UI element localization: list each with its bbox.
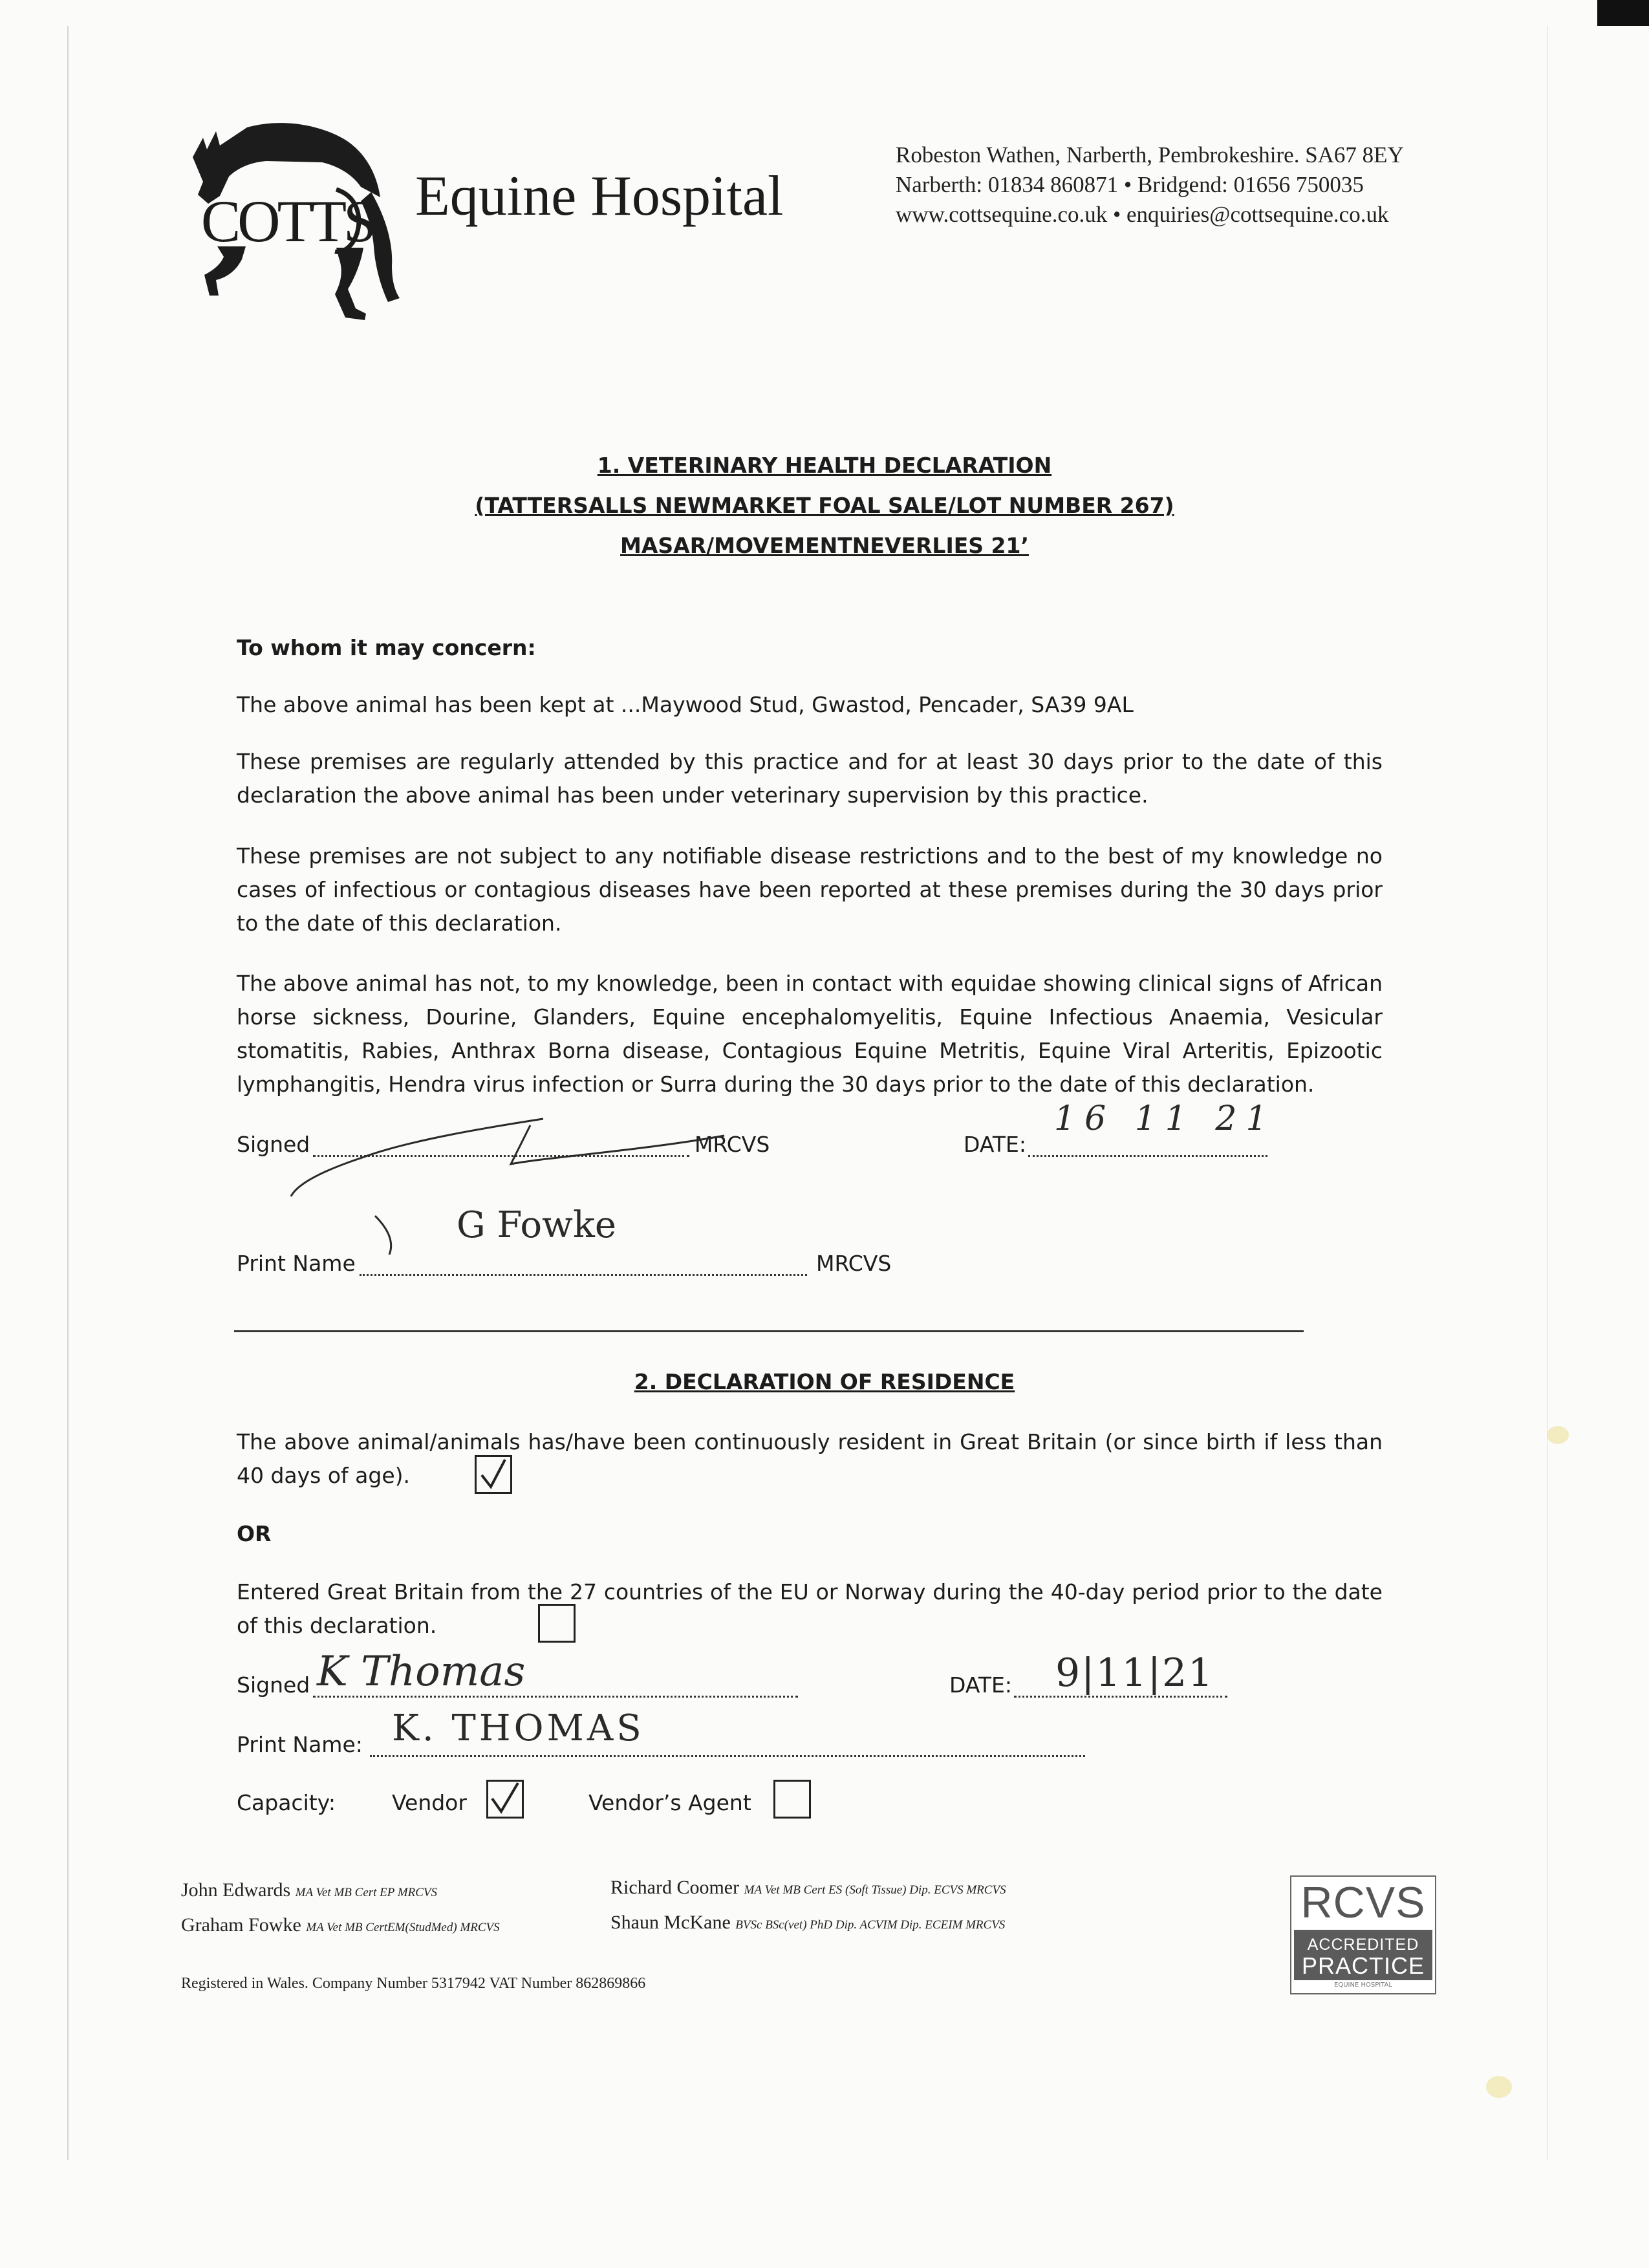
resident-checkbox[interactable]: [475, 1455, 512, 1494]
entered-checkbox[interactable]: [538, 1604, 576, 1643]
entered-statement: Entered Great Britain from the 27 countries of the EU or Norway during the 40-day period prior to the date of this declaration.: [237, 1579, 1383, 1638]
disease-paragraph: These premises are not subject to any notifiable disease restrictions and to the best of my knowledge no cases of infectious or contagious diseases have been reported at these premises during the 30 days prior to the date of this declaration.: [237, 843, 1383, 936]
rcvs-accredited-badge: [1290, 1875, 1436, 1994]
print-name-label-2: Print Name:: [237, 1732, 363, 1757]
print-name-value[interactable]: G Fowke: [457, 1204, 617, 1246]
vet-name: Richard Coomer: [610, 1877, 740, 1898]
vet-richard-coomer: [610, 1878, 1006, 1897]
vet-name: John Edwards: [181, 1879, 291, 1901]
section1-subtitle: (TATTERSALLS NEWMARKET FOAL SALE/LOT NUMBER 267): [475, 493, 1174, 518]
date-line-2: [1014, 1696, 1227, 1698]
vet-qualifications: MA Vet MB Cert EP MRCVS: [295, 1886, 438, 1899]
section-divider: [234, 1330, 1304, 1332]
vet-qualifications: MA Vet MB Cert ES (Soft Tissue) Dip. ECVS MRCVS: [744, 1883, 1006, 1897]
date-value-2[interactable]: 9|11|21: [1055, 1650, 1214, 1696]
vet-name: Graham Fowke: [181, 1914, 301, 1936]
rcvs-logo-text: RCVS: [1300, 1878, 1426, 1927]
scan-edge-line: [1547, 26, 1548, 2160]
supervision-paragraph: These premises are regularly attended by this practice and for at least 30 days prior to the date of this declaration the above animal has been under veterinary supervision by this practice.: [237, 749, 1383, 808]
vendor-agent-label: Vendor’s Agent: [588, 1790, 751, 1815]
vet-john-edwards: [181, 1881, 437, 1900]
web-email-line: www.cottsequine.co.uk • enquiries@cottsequine.co.uk: [896, 202, 1389, 227]
vet-name: Shaun McKane: [610, 1912, 731, 1933]
horse-logo-icon: [169, 120, 400, 320]
section1-title: 1. VETERINARY HEALTH DECLARATION: [597, 453, 1052, 478]
checkmark-icon: [477, 1457, 510, 1492]
phone-line: Narberth: 01834 860871 • Bridgend: 01656 750035: [896, 172, 1364, 197]
print-name-value-2[interactable]: K. THOMAS: [392, 1707, 645, 1749]
hospital-name: Equine Hospital: [415, 165, 784, 228]
scan-spot: [1547, 1426, 1569, 1444]
print-name-mrcvs-label: MRCVS: [816, 1251, 892, 1276]
signed-label: Signed: [237, 1132, 310, 1157]
resident-statement: The above animal/animals has/have been continuously resident in Great Britain (or since birth if less than 40 days of age).: [237, 1429, 1383, 1488]
contact-paragraph: The above animal has not, to my knowledge, been in contact with equidae showing clinical signs of African horse sickness, Dourine, Glanders, Equine encephalomyelitis, Equine Infectious Anaemia, Vesicular stomatitis, Rabies, Anthrax Borna disease, Contagious Equine Metritis, Equine Viral Arteritis, Epizootic lymphangitis, Hendra virus infection or Surra during the 30 days prior to the date of this declaration.: [237, 971, 1383, 1097]
capacity-label: Capacity:: [237, 1790, 336, 1815]
print-name-label: Print Name: [237, 1251, 356, 1276]
scan-edge-line: [67, 26, 69, 2160]
section2-title: 2. DECLARATION OF RESIDENCE: [634, 1369, 1015, 1394]
rcvs-practice-text: PRACTICE: [1301, 1952, 1425, 1979]
print-name-line-2: [370, 1755, 1085, 1757]
scan-edge: [1597, 0, 1649, 26]
address-line: Robeston Wathen, Narberth, Pembrokeshire. SA67 8EY: [896, 142, 1404, 167]
vet-qualifications: MA Vet MB CertEM(StudMed) MRCVS: [306, 1921, 500, 1934]
salutation: To whom it may concern:: [237, 635, 536, 660]
signed-label-2: Signed: [237, 1672, 310, 1698]
cotts-logo: [169, 120, 400, 320]
or-label: OR: [237, 1521, 272, 1546]
logo-wordmark: COTTS: [200, 188, 374, 254]
vendor-checkbox[interactable]: [486, 1780, 524, 1819]
vet-shaun-mckane: [610, 1913, 1005, 1932]
date-label: DATE:: [964, 1132, 1026, 1157]
checkmark-icon: [488, 1782, 522, 1817]
section1-horse-name: MASAR/MOVEMENTNEVERLIES 21’: [620, 533, 1029, 558]
registration-info: Registered in Wales. Company Number 5317942 VAT Number 862869866: [181, 1975, 646, 1992]
print-name-line: [360, 1274, 807, 1276]
vendor-agent-checkbox[interactable]: [773, 1780, 811, 1819]
date-value[interactable]: 16 11 21: [1054, 1099, 1277, 1138]
date-line: [1028, 1155, 1267, 1157]
signature-line-2: [313, 1696, 798, 1698]
rcvs-accredited-text: ACCREDITED: [1307, 1936, 1419, 1954]
vet-graham-fowke: [181, 1916, 500, 1935]
vendor-label: Vendor: [392, 1790, 467, 1815]
kept-at-text: The above animal has been kept at ...Maywood Stud, Gwastod, Pencader, SA39 9AL: [237, 692, 1134, 717]
vendor-signature[interactable]: K Thomas: [317, 1648, 526, 1696]
signed-mrcvs-label: MRCVS: [695, 1132, 770, 1157]
rcvs-subtext: EQUINE HOSPITAL: [1334, 1982, 1392, 1989]
date-label-2: DATE:: [949, 1672, 1012, 1698]
scan-spot: [1486, 2076, 1512, 2098]
rcvs-accredited-banner: [1294, 1930, 1432, 1980]
vet-qualifications: BVSc BSc(vet) PhD Dip. ACVIM Dip. ECEIM MRCVS: [735, 1918, 1006, 1932]
